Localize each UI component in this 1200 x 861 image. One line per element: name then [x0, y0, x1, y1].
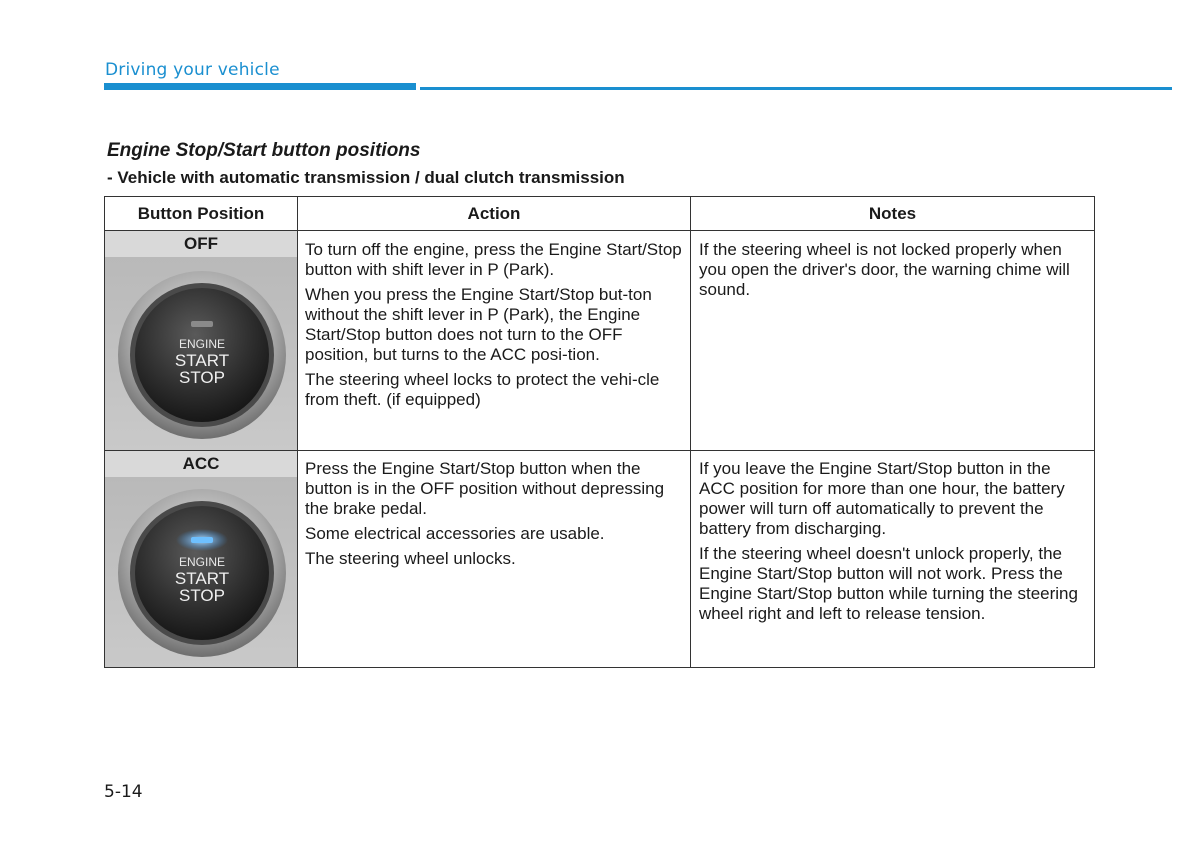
- button-text-engine: ENGINE: [178, 555, 226, 569]
- action-cell-off: [305, 240, 685, 415]
- button-text-start: START: [174, 351, 230, 370]
- section-title: Driving your vehicle: [105, 60, 280, 80]
- notes-text: If you leave the Engine Start/Stop button in the ACC position for more than one hour, the battery power will turn off automatically to prevent the battery from discharging.: [699, 459, 1065, 538]
- button-text-stop: STOP: [179, 586, 225, 605]
- notes-cell-acc: [699, 459, 1089, 629]
- action-text: When you press the Engine Start/Stop but-ton without the shift lever in P (Park), the Engine Start/Stop button does not turn to the OFF position, but turns to the ACC posi-tion.: [305, 285, 652, 364]
- column-header-notes: Notes: [868, 204, 917, 223]
- action-cell-acc: [305, 459, 685, 574]
- button-image-acc: [105, 477, 297, 667]
- indicator-light-off: [191, 321, 213, 327]
- header-rule-thick: [104, 83, 416, 90]
- action-text: Press the Engine Start/Stop button when the button is in the OFF position without depressing the brake pedal.: [305, 459, 665, 518]
- button-image-off: [105, 257, 297, 450]
- notes-cell-off: [699, 240, 1089, 305]
- notes-text: If the steering wheel is not locked properly when you open the driver's door, the warning chime will sound.: [699, 240, 1070, 299]
- engine-start-stop-button-icon: [105, 477, 297, 667]
- button-text-start: START: [174, 569, 230, 588]
- page-heading: Engine Stop/Start button positions: [107, 140, 421, 161]
- action-text: To turn off the engine, press the Engine Start/Stop button with shift lever in P (Park).: [305, 240, 682, 279]
- indicator-light-on: [191, 537, 213, 543]
- action-text: The steering wheel locks to protect the vehi-cle from theft. (if equipped): [305, 370, 660, 409]
- action-text: The steering wheel unlocks.: [305, 549, 516, 568]
- page-number: 5-14: [104, 782, 143, 802]
- header-rule-thin: [420, 87, 1172, 90]
- column-divider: [297, 197, 298, 667]
- page-subheading: - Vehicle with automatic transmission / dual clutch transmission: [107, 168, 625, 187]
- button-text-engine: ENGINE: [178, 337, 226, 351]
- engine-start-stop-button-icon: [105, 257, 297, 450]
- position-label-acc: ACC: [105, 451, 297, 477]
- action-text: Some electrical accessories are usable.: [305, 524, 605, 543]
- column-header-action: Action: [467, 204, 521, 223]
- position-label-off: OFF: [105, 231, 297, 257]
- button-text-stop: STOP: [179, 368, 225, 387]
- column-header-button-position: Button Position: [137, 204, 265, 223]
- column-divider: [690, 197, 691, 667]
- notes-text: If the steering wheel doesn't unlock properly, the Engine Start/Stop button will not work. Press the Engine Start/Stop button while turning the steering wheel right and left to release tension.: [699, 544, 1078, 623]
- button-position-table: [104, 196, 1095, 668]
